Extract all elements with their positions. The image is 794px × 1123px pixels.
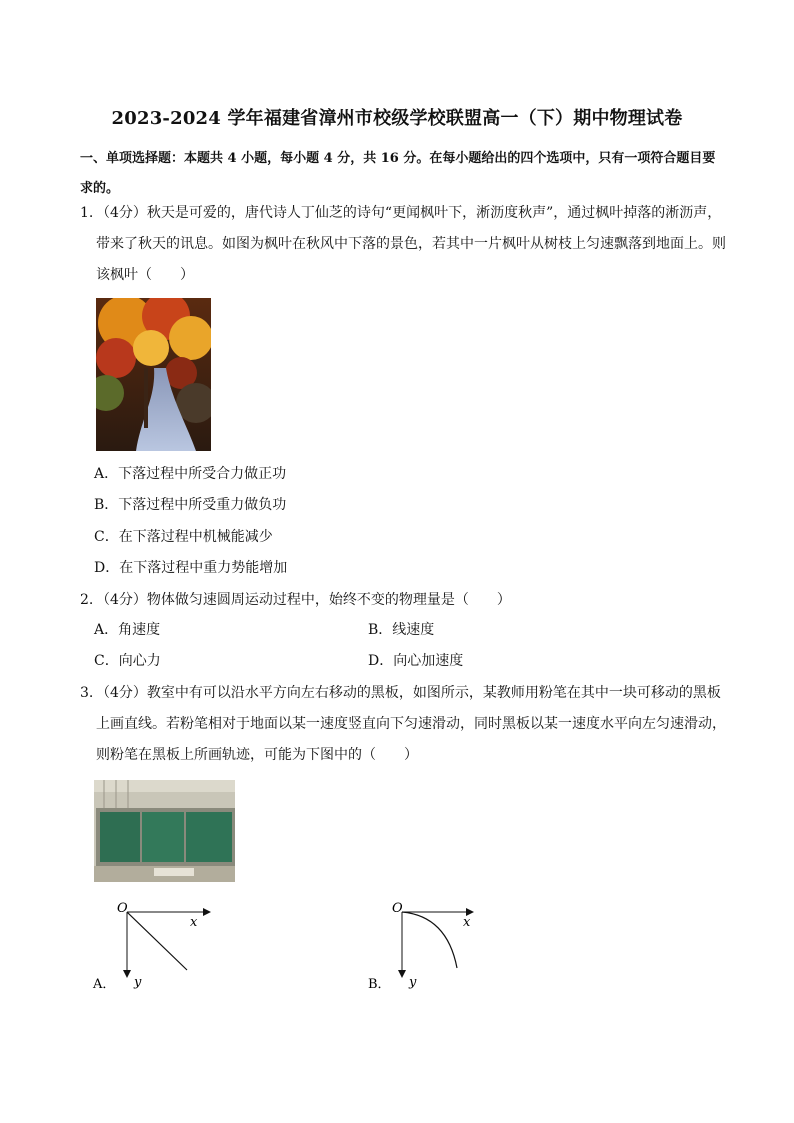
option-2b: B．线速度 (368, 622, 435, 638)
question-stem: （4分）物体做匀速圆周运动过程中，始终不变的物理量是（ ） (96, 592, 511, 608)
option-label: B． (368, 977, 391, 992)
y-axis-label: y (409, 975, 417, 990)
option-1d: D．在下落过程中重力势能增加 (94, 560, 288, 576)
question-number: 3. (80, 685, 94, 701)
exam-title: 2023-2024 学年福建省漳州市校级学校联盟高一（下）期中物理试卷 (111, 108, 683, 129)
x-axis-label: x (190, 915, 198, 930)
section-header: 一、单项选择题：本题共 4 小题，每小题 4 分，共 16 分。在每小题给出的四个选项中，只有一项符合题目要求的。 (80, 151, 716, 196)
option-label: A． (93, 977, 116, 992)
question-2 (80, 585, 730, 616)
option-1c: C．在下落过程中机械能减少 (94, 529, 273, 545)
question-stem: （4分）教室中有可以沿水平方向左右移动的黑板，如图所示，某教师用粉笔在其中一块可移动的黑板上画直线。若粉笔相对于地面以某一速度竖直向下匀速滑动，同时黑板以某一速度水平向左匀速滑动，则粉笔在黑板上所画轨迹，可能为下图中的（ ） (96, 685, 726, 763)
question-number: 1. (80, 205, 94, 221)
origin-label: O (392, 901, 403, 916)
trajectory-curve (402, 912, 457, 968)
option-2d: D．向心加速度 (368, 653, 464, 669)
question-number: 2. (80, 592, 94, 608)
question-1 (80, 198, 730, 291)
question-stem: （4分）秋天是可爱的，唐代诗人丁仙芝的诗句“更闻枫叶下，淅沥度秋声”，通过枫叶掉落的淅沥声，带来了秋天的讯息。如图为枫叶在秋风中下落的景色，若其中一片枫叶从树枝上匀速飘落到地面上。则该枫叶（ ） (96, 205, 726, 283)
option-3b-diagram (365, 896, 495, 996)
option-1a: A．下落过程中所受合力做正功 (94, 466, 287, 482)
y-axis-label: y (134, 975, 142, 990)
maple-leaves-photo (96, 298, 211, 451)
option-1b: B．下落过程中所受重力做负功 (94, 497, 287, 513)
option-3a-diagram (90, 896, 220, 996)
question-3 (80, 678, 730, 771)
option-2c: C．向心力 (94, 653, 161, 669)
x-axis-label: x (463, 915, 471, 930)
blackboard-photo (94, 780, 235, 882)
origin-label: O (117, 901, 128, 916)
trajectory-line (127, 912, 187, 970)
option-2a: A．角速度 (94, 622, 161, 638)
